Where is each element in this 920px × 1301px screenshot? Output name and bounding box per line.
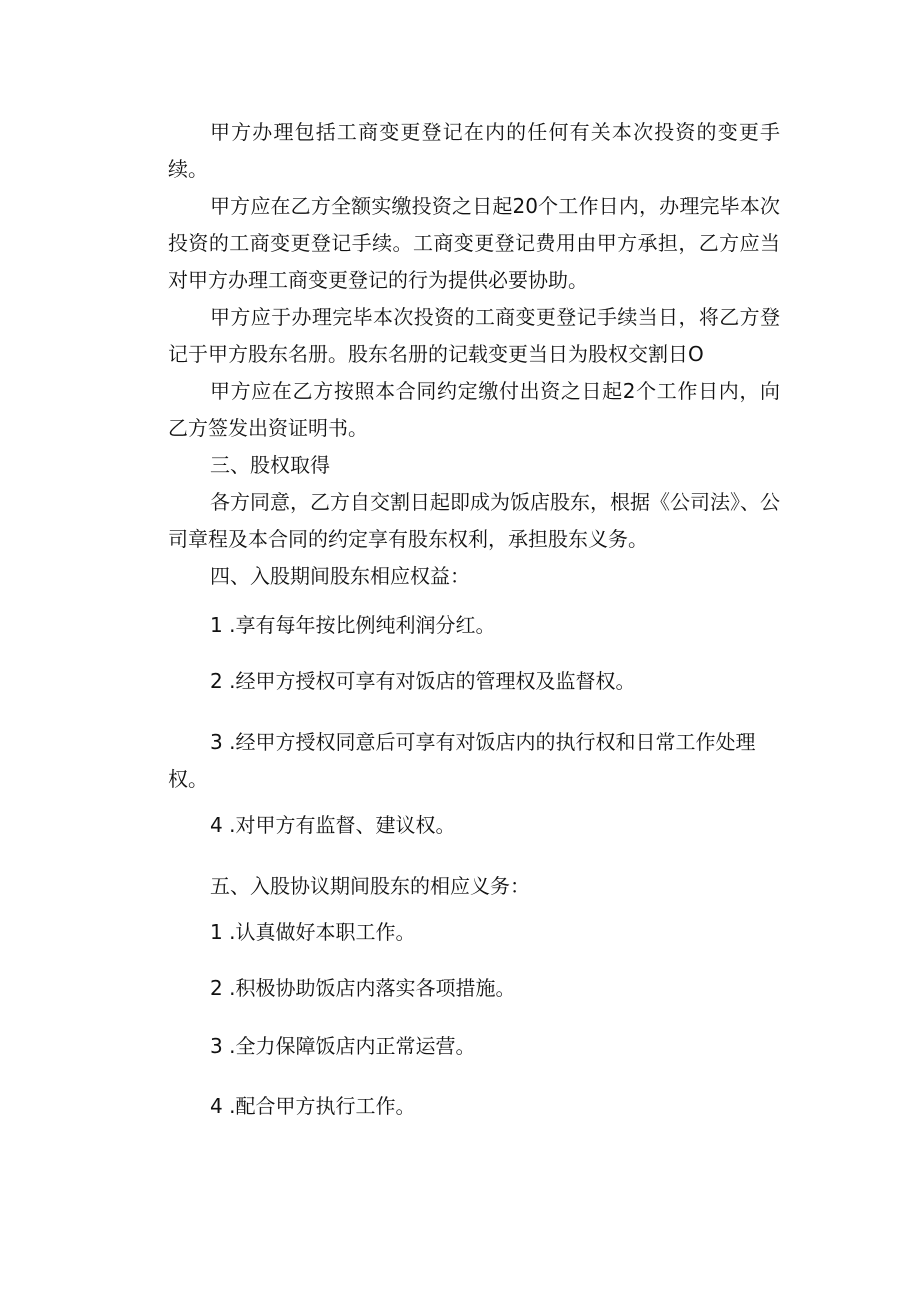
paragraph-shareholder-register: 甲方应于办理完毕本次投资的工商变更登记手续当日，将乙方登记于甲方股东名册。股东名册的记载变更当日为股权交割日O (168, 305, 780, 366)
paragraph-change-procedures: 甲方办理包括工商变更登记在内的任何有关本次投资的变更手续。 (168, 120, 780, 181)
obligations-item: 4 .配合甲方执行工作。 (210, 1094, 416, 1118)
paragraph-capital-certificate: 甲方应在乙方按照本合同约定缴付出资之日起2个工作日内，向乙方签发出资证明书。 (168, 379, 780, 440)
paragraph-equity-acquisition: 各方同意，乙方自交割日起即成为饭店股东，根据《公司法》、公司章程及本合同的约定享有股东权利，承担股东义务。 (168, 490, 780, 551)
section-heading-equity-acquisition: 三、股权取得 (210, 453, 330, 477)
rights-item: 2 .经甲方授权可享有对饭店的管理权及监督权。 (210, 669, 636, 693)
section-heading-shareholder-obligations: 五、入股协议期间股东的相应义务： (210, 874, 530, 898)
obligations-item: 1 .认真做好本职工作。 (210, 920, 416, 944)
section-heading-shareholder-rights: 四、入股期间股东相应权益： (210, 564, 470, 588)
obligations-item: 2 .积极协助饭店内落实各项措施。 (210, 976, 516, 1000)
obligations-item: 3 .全力保障饭店内正常运营。 (210, 1034, 476, 1058)
rights-item: 3 .经甲方授权同意后可享有对饭店内的执行权和日常工作处理权。 (168, 730, 756, 791)
rights-item: 1 .享有每年按比例纯利润分红。 (210, 613, 496, 637)
rights-item: 4 .对甲方有监督、建议权。 (210, 813, 456, 837)
paragraph-registration-deadline: 甲方应在乙方全额实缴投资之日起20个工作日内，办理完毕本次投资的工商变更登记手续。工商变更登记费用由甲方承担，乙方应当对甲方办理工商变更登记的行为提供必要协助。 (168, 194, 780, 292)
